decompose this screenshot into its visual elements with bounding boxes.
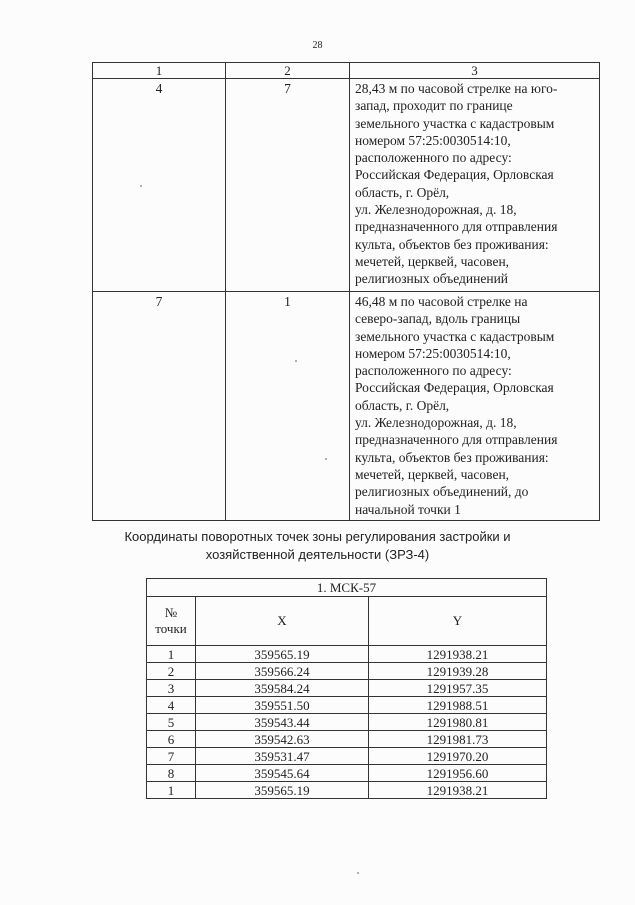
table-row — [147, 663, 547, 680]
scan-speck — [325, 458, 327, 460]
description-line: ул. Железнодорожная, д. 18, — [355, 415, 517, 431]
description-line: земельного участка с кадастровым — [355, 328, 555, 344]
description-line: Российская Федерация, Орловская — [355, 167, 554, 183]
description-line: начальной точки 1 — [355, 501, 461, 517]
coordinate-y: 1291988.51 — [369, 697, 547, 714]
column-number-3: 3 — [350, 63, 600, 79]
coordinate-x: 359543.44 — [196, 714, 369, 731]
description-line: мечетей, церквей, часовен, — [355, 253, 510, 269]
description-line: культа, объектов без проживания: — [355, 236, 549, 252]
caption-line: Координаты поворотных точек зоны регулирования застройки и — [124, 529, 511, 544]
table-row — [147, 697, 547, 714]
scan-speck — [357, 872, 359, 874]
description-line: запад, проходит по границе — [355, 98, 513, 114]
coordinate-x: 359551.50 — [196, 697, 369, 714]
table-row — [147, 782, 547, 799]
description-line: мечетей, церквей, часовен, — [355, 466, 510, 482]
table-row — [93, 79, 600, 292]
description-line: религиозных объединений, до — [355, 484, 529, 500]
segment-description — [350, 79, 600, 292]
table-row — [93, 292, 600, 521]
description-line: культа, объектов без проживания: — [355, 449, 549, 465]
coordinate-system-row — [147, 579, 547, 597]
point-number: 6 — [147, 731, 196, 748]
table-row — [147, 646, 547, 663]
coordinate-y: 1291957.35 — [369, 680, 547, 697]
section-caption — [0, 528, 635, 564]
point-number: 3 — [147, 680, 196, 697]
table-row — [147, 714, 547, 731]
point-number: 1 — [147, 782, 196, 799]
description-line: 28,43 м по часовой стрелке на юго- — [355, 81, 558, 96]
page-number: 28 — [312, 40, 323, 51]
boundary-description-table — [92, 62, 600, 521]
coordinate-x: 359584.24 — [196, 680, 369, 697]
coordinate-x: 359545.64 — [196, 765, 369, 782]
description-line: 46,48 м по часовой стрелке на — [355, 294, 528, 309]
description-line: религиозных объединений — [355, 271, 509, 287]
description-line: земельного участка с кадастровым — [355, 115, 555, 131]
description-line: номером 57:25:0030514:10, — [355, 132, 511, 148]
caption-line: хозяйственной деятельности (ЗРЗ-4) — [205, 547, 430, 562]
description-line: расположенного по адресу: — [355, 363, 512, 379]
coordinate-y: 1291939.28 — [369, 663, 547, 680]
point-number: 7 — [147, 748, 196, 765]
table-row — [147, 748, 547, 765]
point-number: 4 — [147, 697, 196, 714]
point-number: 5 — [147, 714, 196, 731]
scan-speck — [140, 185, 142, 187]
column-header-x: X — [196, 597, 369, 646]
point-number: 2 — [147, 663, 196, 680]
from-point: 7 — [93, 292, 226, 521]
header-line: точки — [155, 621, 187, 636]
coordinate-x: 359565.19 — [196, 646, 369, 663]
table-row — [147, 680, 547, 697]
header-row — [147, 597, 547, 646]
description-line: область, г. Орёл, — [355, 397, 450, 413]
point-number: 8 — [147, 765, 196, 782]
coordinate-y: 1291981.73 — [369, 731, 547, 748]
description-line: номером 57:25:0030514:10, — [355, 345, 511, 361]
description-line: расположенного по адресу: — [355, 150, 512, 166]
to-point: 1 — [226, 292, 350, 521]
table-row — [147, 731, 547, 748]
coordinate-x: 359565.19 — [196, 782, 369, 799]
coordinates-table — [146, 578, 547, 799]
coordinate-y: 1291956.60 — [369, 765, 547, 782]
description-line: предназначенного для отправления — [355, 219, 558, 235]
coordinate-x: 359542.63 — [196, 731, 369, 748]
point-number: 1 — [147, 646, 196, 663]
description-line: северо-запад, вдоль границы — [355, 311, 521, 327]
description-line: Российская Федерация, Орловская — [355, 380, 554, 396]
header-line: № — [164, 605, 178, 620]
description-line: предназначенного для отправления — [355, 432, 558, 448]
coordinate-y: 1291938.21 — [369, 782, 547, 799]
coordinate-y: 1291938.21 — [369, 646, 547, 663]
coordinate-y: 1291980.81 — [369, 714, 547, 731]
scan-speck — [295, 360, 297, 362]
coordinate-x: 359566.24 — [196, 663, 369, 680]
description-line: ул. Железнодорожная, д. 18, — [355, 202, 517, 218]
table-row — [147, 765, 547, 782]
coordinate-y: 1291970.20 — [369, 748, 547, 765]
column-number-row — [93, 63, 600, 79]
from-point: 4 — [93, 79, 226, 292]
column-number-1: 1 — [93, 63, 226, 79]
description-line: область, г. Орёл, — [355, 184, 450, 200]
column-number-2: 2 — [226, 63, 350, 79]
to-point: 7 — [226, 79, 350, 292]
segment-description — [350, 292, 600, 521]
coordinate-system-label: 1. МСК-57 — [147, 579, 547, 597]
column-header-point-number — [147, 597, 196, 646]
column-header-y: Y — [369, 597, 547, 646]
coordinate-x: 359531.47 — [196, 748, 369, 765]
